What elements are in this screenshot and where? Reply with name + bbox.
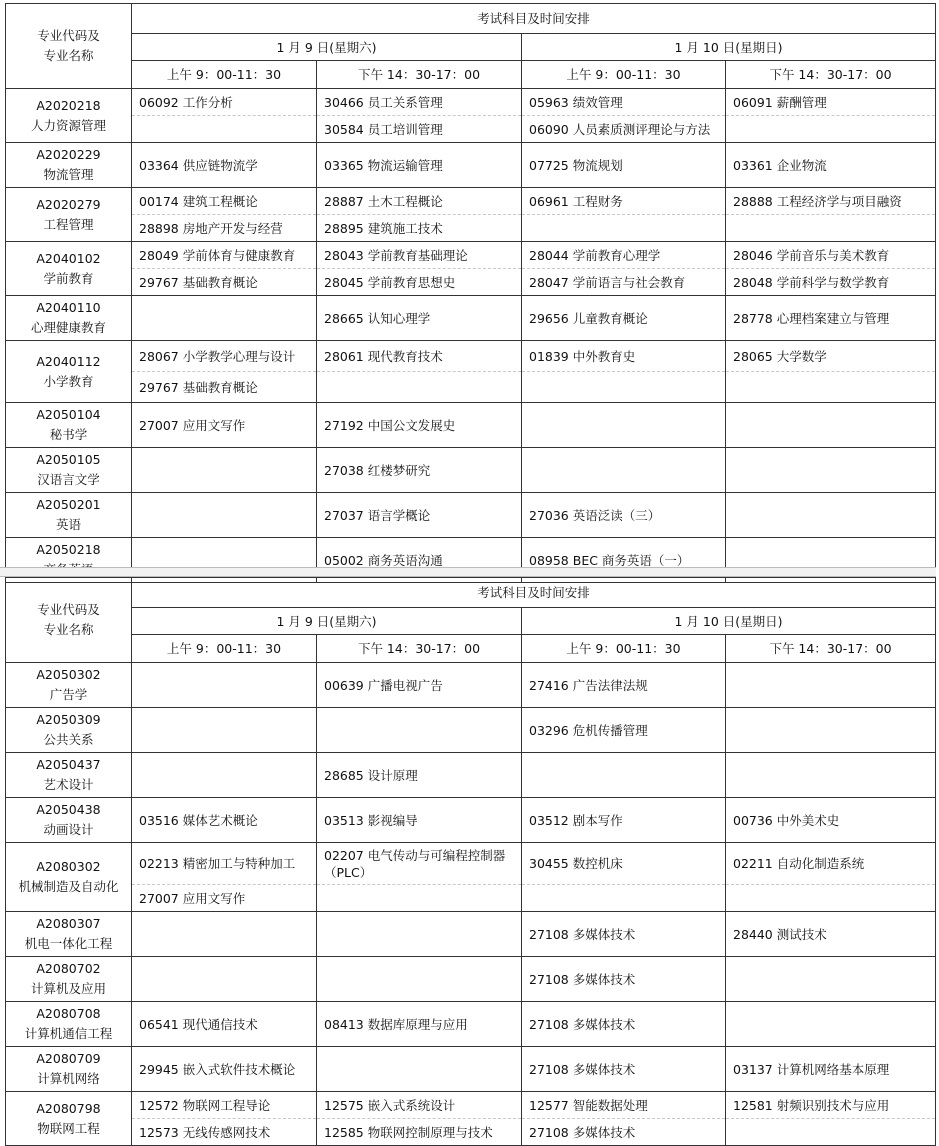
- course-cell-day2-pm: [726, 753, 936, 798]
- course-cell-day2-pm: 02211 自动化制造系统: [726, 843, 936, 885]
- table-row: [6, 296, 936, 341]
- table-row: [6, 341, 936, 372]
- table-1-header: [6, 4, 936, 89]
- course-cell-day1-am: 02213 精密加工与特种加工: [132, 843, 317, 885]
- course-cell-day1-pm: [317, 1047, 522, 1092]
- major-code: A2080798: [36, 1100, 101, 1116]
- major-code: A2040102: [36, 250, 101, 266]
- table-row: [6, 1092, 936, 1119]
- major-cell: [6, 1047, 132, 1092]
- major-name: 机械制造及自动化: [18, 879, 119, 894]
- major-code: A2040112: [36, 353, 101, 369]
- major-cell: [6, 341, 132, 403]
- course-cell-day1-am: 29945 嵌入式软件技术概论: [132, 1047, 317, 1092]
- course-cell-day1-pm: [317, 885, 522, 912]
- table-2-header: [6, 578, 936, 663]
- table-row: [6, 242, 936, 269]
- schedule-title: 考试科目及时间安排: [132, 4, 936, 34]
- day1-pm-header: 下午 14：30-17：00: [317, 61, 522, 89]
- major-cell: [6, 143, 132, 188]
- course-cell-day1-am: 06541 现代通信技术: [132, 1002, 317, 1047]
- major-cell: [6, 1002, 132, 1047]
- major-name: 公共关系: [43, 732, 94, 747]
- day1-am-header: 上午 9：00-11：30: [132, 635, 317, 663]
- major-name: 动画设计: [43, 822, 94, 837]
- major-cell: [6, 1092, 132, 1146]
- course-cell-day1-pm: 00639 广播电视广告: [317, 663, 522, 708]
- major-code: A2020279: [36, 196, 101, 212]
- major-name: 英语: [55, 517, 81, 532]
- course-cell-day2-am: 27108 多媒体技术: [522, 912, 726, 957]
- major-code: A2080708: [36, 1006, 101, 1021]
- table-row: [6, 753, 936, 798]
- course-cell-day2-pm: [726, 403, 936, 448]
- major-cell: [6, 188, 132, 242]
- course-cell-day1-pm: 30466 员工关系管理: [317, 89, 522, 116]
- course-cell-day1-am: 28049 学前体育与健康教育: [132, 242, 317, 269]
- table-row: [6, 143, 936, 188]
- course-cell-day1-am: 28898 房地产开发与经营: [132, 215, 317, 242]
- course-cell-day2-am: 03512 剧本写作: [522, 798, 726, 843]
- course-cell-day1-pm: 05002 商务英语沟通: [317, 538, 522, 583]
- table-row: [6, 663, 936, 708]
- course-cell-day1-am: [132, 957, 317, 1002]
- course-cell-day2-pm: [726, 663, 936, 708]
- course-cell-day2-pm: [726, 885, 936, 912]
- day1-pm-header: 下午 14：30-17：00: [317, 635, 522, 663]
- major-cell: [6, 912, 132, 957]
- major-cell: [6, 708, 132, 753]
- course-cell-day2-am: 07725 物流规划: [522, 143, 726, 188]
- course-cell-day2-pm: [726, 372, 936, 403]
- table-row: [6, 448, 936, 493]
- major-code: A2080302: [36, 859, 101, 874]
- major-cell: [6, 843, 132, 912]
- course-cell-day2-am: 27108 多媒体技术: [522, 1002, 726, 1047]
- table-row: [6, 843, 936, 885]
- course-cell-day2-am: [522, 753, 726, 798]
- course-cell-day1-pm: [317, 708, 522, 753]
- course-cell-day2-am: [522, 215, 726, 242]
- course-cell-day1-pm: 28665 认知心理学: [317, 296, 522, 341]
- course-cell-day2-am: 27416 广告法律法规: [522, 663, 726, 708]
- schedule-title: 考试科目及时间安排: [132, 578, 936, 608]
- day2-am-header: 上午 9：00-11：30: [522, 61, 726, 89]
- course-cell-day1-pm: 28061 现代教育技术: [317, 341, 522, 372]
- course-cell-day2-am: 27108 多媒体技术: [522, 1047, 726, 1092]
- major-name: 心理健康教育: [30, 320, 106, 335]
- course-cell-day2-am: 05963 绩效管理: [522, 89, 726, 116]
- major-cell: [6, 403, 132, 448]
- major-code: A2050438: [36, 802, 101, 817]
- course-cell-day1-am: 27007 应用文写作: [132, 403, 317, 448]
- course-cell-day2-am: 29656 儿童教育概论: [522, 296, 726, 341]
- major-code: A2050309: [36, 712, 101, 727]
- course-cell-day1-am: 12572 物联网工程导论: [132, 1092, 317, 1119]
- course-cell-day1-pm: 03513 影视编导: [317, 798, 522, 843]
- course-cell-day2-pm: 28048 学前科学与数学教育: [726, 269, 936, 296]
- table-row: [6, 215, 936, 242]
- course-cell-day2-am: 08958 BEC 商务英语（一）: [522, 538, 726, 583]
- course-cell-day2-pm: 28440 测试技术: [726, 912, 936, 957]
- course-cell-day1-am: [132, 912, 317, 957]
- course-cell-day2-pm: 00736 中外美术史: [726, 798, 936, 843]
- table-row: [6, 1047, 936, 1092]
- table-row: [6, 116, 936, 143]
- day1-header: 1 月 9 日(星期六): [132, 34, 522, 61]
- major-name: 学前教育: [43, 270, 94, 286]
- course-cell-day2-am: [522, 885, 726, 912]
- course-cell-day1-am: 28067 小学教学心理与设计: [132, 341, 317, 372]
- major-name: 广告学: [49, 687, 88, 702]
- day2-header: 1 月 10 日(星期日): [522, 34, 936, 61]
- major-name: 计算机网络: [37, 1071, 100, 1086]
- course-cell-day1-am: [132, 663, 317, 708]
- day1-header: 1 月 9 日(星期六): [132, 608, 522, 635]
- major-cell: [6, 753, 132, 798]
- course-cell-day2-am: 28044 学前教育心理学: [522, 242, 726, 269]
- course-cell-day1-pm: [317, 912, 522, 957]
- major-code: A2080307: [36, 916, 101, 931]
- course-cell-day1-pm: 03365 物流运输管理: [317, 143, 522, 188]
- course-cell-day2-pm: [726, 708, 936, 753]
- exam-schedule-table-1: [5, 3, 936, 583]
- table-row: [6, 372, 936, 403]
- major-cell: [6, 493, 132, 538]
- course-cell-day2-pm: 28778 心理档案建立与管理: [726, 296, 936, 341]
- course-cell-day2-am: [522, 448, 726, 493]
- course-cell-day2-pm: [726, 448, 936, 493]
- course-cell-day2-pm: [726, 215, 936, 242]
- table-row: [6, 798, 936, 843]
- course-cell-day1-pm: 28685 设计原理: [317, 753, 522, 798]
- course-cell-day1-am: [132, 448, 317, 493]
- major-code: A2020218: [36, 97, 101, 113]
- table-row: [6, 708, 936, 753]
- major-name: 汉语言文学: [37, 472, 100, 487]
- course-cell-day1-am: [132, 753, 317, 798]
- course-cell-day1-am: [132, 116, 317, 143]
- major-cell: [6, 89, 132, 143]
- day1-am-header: 上午 9：00-11：30: [132, 61, 317, 89]
- major-name: 工程管理: [43, 216, 94, 232]
- table-2-body: [6, 663, 936, 1146]
- major-code: A2050104: [36, 407, 101, 422]
- major-code: A2020229: [36, 147, 101, 162]
- course-cell-day2-pm: 12581 射频识别技术与应用: [726, 1092, 936, 1119]
- table-row: [6, 912, 936, 957]
- course-cell-day2-pm: 28888 工程经济学与项目融资: [726, 188, 936, 215]
- course-cell-day2-pm: [726, 116, 936, 143]
- page-separator: [0, 567, 939, 577]
- course-cell-day2-am: 01839 中外教育史: [522, 341, 726, 372]
- course-cell-day1-am: 27007 应用文写作: [132, 885, 317, 912]
- course-cell-day1-am: 00174 建筑工程概论: [132, 188, 317, 215]
- table-row: [6, 885, 936, 912]
- course-cell-day2-pm: 03361 企业物流: [726, 143, 936, 188]
- course-cell-day2-pm: [726, 1119, 936, 1146]
- course-cell-day1-am: [132, 296, 317, 341]
- major-code: A2050201: [36, 497, 101, 512]
- course-cell-day2-pm: 06091 薪酬管理: [726, 89, 936, 116]
- major-code: A2080702: [36, 961, 101, 976]
- course-cell-day1-pm: 30584 员工培训管理: [317, 116, 522, 143]
- major-name: 物流管理: [43, 167, 94, 182]
- day2-pm-header: 下午 14：30-17：00: [726, 635, 936, 663]
- course-cell-day1-pm: [317, 957, 522, 1002]
- major-column-header: 专业代码及 专业名称: [6, 578, 132, 663]
- day2-header: 1 月 10 日(星期日): [522, 608, 936, 635]
- course-cell-day1-pm: 12585 物联网控制原理与技术: [317, 1119, 522, 1146]
- course-cell-day1-am: 29767 基础教育概论: [132, 269, 317, 296]
- course-cell-day1-pm: 27037 语言学概论: [317, 493, 522, 538]
- major-column-header: 专业代码及 专业名称: [6, 4, 132, 89]
- course-cell-day2-pm: 28046 学前音乐与美术教育: [726, 242, 936, 269]
- course-cell-day2-am: 03296 危机传播管理: [522, 708, 726, 753]
- course-cell-day1-am: [132, 708, 317, 753]
- table-row: [6, 1119, 936, 1146]
- course-cell-day2-pm: [726, 1002, 936, 1047]
- course-cell-day2-pm: 03137 计算机网络基本原理: [726, 1047, 936, 1092]
- course-cell-day1-am: 03516 媒体艺术概论: [132, 798, 317, 843]
- major-name: 人力资源管理: [30, 117, 106, 133]
- course-cell-day1-pm: 28895 建筑施工技术: [317, 215, 522, 242]
- course-cell-day2-am: 06961 工程财务: [522, 188, 726, 215]
- major-name: 物联网工程: [37, 1120, 100, 1136]
- major-code: A2050105: [36, 452, 101, 467]
- major-code: A2080709: [36, 1051, 101, 1066]
- major-name: 小学教育: [43, 373, 94, 389]
- course-cell-day1-am: 12573 无线传感网技术: [132, 1119, 317, 1146]
- course-cell-day1-am: 03364 供应链物流学: [132, 143, 317, 188]
- course-cell-day1-pm: 12575 嵌入式系统设计: [317, 1092, 522, 1119]
- course-cell-day2-am: 27108 多媒体技术: [522, 957, 726, 1002]
- course-cell-day2-pm: [726, 493, 936, 538]
- course-cell-day1-pm: 28045 学前教育思想史: [317, 269, 522, 296]
- course-cell-day2-am: [522, 372, 726, 403]
- course-cell-day2-am: 06090 人员素质测评理论与方法: [522, 116, 726, 143]
- major-code: A2050302: [36, 667, 101, 682]
- table-row: [6, 269, 936, 296]
- major-code: A2040110: [36, 300, 101, 315]
- course-cell-day2-pm: [726, 957, 936, 1002]
- table-1-body: [6, 89, 936, 583]
- course-cell-day2-am: [522, 403, 726, 448]
- major-name: 机电一体化工程: [24, 936, 113, 951]
- major-code: A2050218: [36, 542, 101, 557]
- course-cell-day1-pm: 02207 电气传动与可编程控制器（PLC）: [317, 843, 522, 885]
- major-cell: [6, 448, 132, 493]
- major-cell: [6, 242, 132, 296]
- course-cell-day2-am: 27036 英语泛读（三）: [522, 493, 726, 538]
- course-cell-day2-pm: 28065 大学数学: [726, 341, 936, 372]
- course-cell-day1-am: 29767 基础教育概论: [132, 372, 317, 403]
- major-name: 计算机及应用: [30, 981, 106, 996]
- table-row: [6, 1002, 936, 1047]
- table-row: [6, 188, 936, 215]
- day2-pm-header: 下午 14：30-17：00: [726, 61, 936, 89]
- course-cell-day2-am: 27108 多媒体技术: [522, 1119, 726, 1146]
- course-cell-day2-am: 28047 学前语言与社会教育: [522, 269, 726, 296]
- course-cell-day2-am: 12577 智能数据处理: [522, 1092, 726, 1119]
- major-cell: [6, 663, 132, 708]
- major-name: 计算机通信工程: [24, 1026, 113, 1041]
- major-name: 秘书学: [49, 427, 88, 442]
- major-code: A2050437: [36, 757, 101, 772]
- course-cell-day1-pm: 27192 中国公文发展史: [317, 403, 522, 448]
- course-cell-day1-pm: 28887 土木工程概论: [317, 188, 522, 215]
- course-cell-day2-am: 30455 数控机床: [522, 843, 726, 885]
- exam-schedule-table-2: [5, 577, 936, 1146]
- major-cell: [6, 798, 132, 843]
- course-cell-day1-am: [132, 493, 317, 538]
- course-cell-day1-pm: 08413 数据库原理与应用: [317, 1002, 522, 1047]
- table-row: [6, 957, 936, 1002]
- course-cell-day1-pm: [317, 372, 522, 403]
- table-row: [6, 89, 936, 116]
- course-cell-day1-pm: 27038 红楼梦研究: [317, 448, 522, 493]
- day2-am-header: 上午 9：00-11：30: [522, 635, 726, 663]
- major-cell: [6, 957, 132, 1002]
- course-cell-day1-am: 06092 工作分析: [132, 89, 317, 116]
- major-cell: [6, 296, 132, 341]
- major-name: 艺术设计: [43, 777, 94, 792]
- table-row: [6, 403, 936, 448]
- course-cell-day1-pm: 28043 学前教育基础理论: [317, 242, 522, 269]
- table-row: [6, 493, 936, 538]
